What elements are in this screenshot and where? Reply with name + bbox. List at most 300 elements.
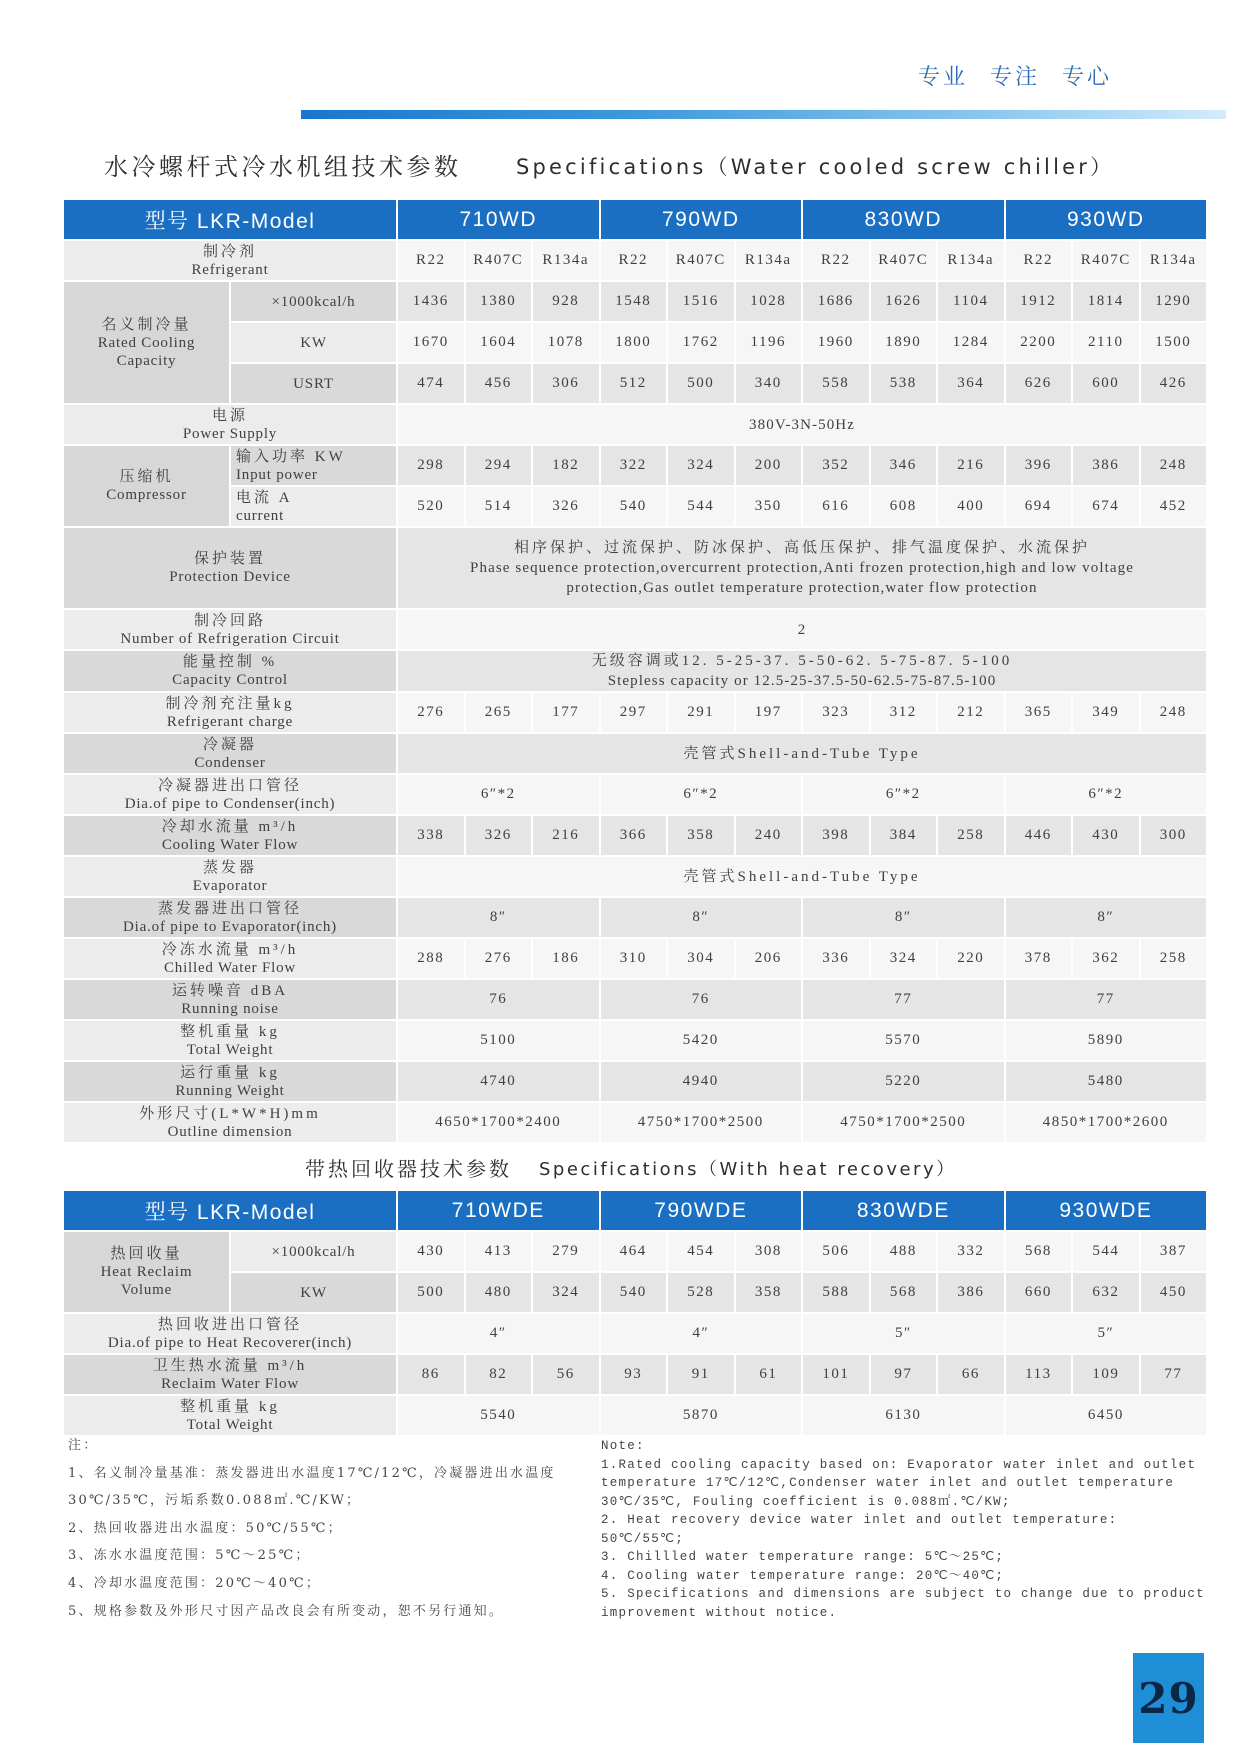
spec-value-all-models <box>397 733 1207 774</box>
row-label <box>63 692 397 733</box>
model-header: 790WD <box>600 199 803 240</box>
row-label-line: 冷冻水流量 m³/h <box>161 941 299 958</box>
row-label <box>63 404 397 445</box>
group-label-line: Compressor <box>106 487 187 503</box>
sub-label-line: ×1000kcal/h <box>271 293 356 310</box>
spec-row <box>63 486 1207 527</box>
spec-value: 177 <box>532 692 600 733</box>
spec-value-model: 6″*2 <box>397 774 600 815</box>
row-label-line: Protection Device <box>169 569 291 585</box>
row-label <box>63 774 397 815</box>
spec-row <box>63 1395 1207 1436</box>
spec-row <box>63 404 1207 445</box>
row-label <box>63 733 397 774</box>
spec-value: 512 <box>600 363 668 404</box>
note-item: 4、冷却水温度范围：20℃～40℃； <box>68 1575 322 1591</box>
spec-value: 1670 <box>397 322 465 363</box>
row-label <box>63 815 397 856</box>
sub-label <box>230 322 397 363</box>
spec-value-model: 77 <box>1005 979 1208 1020</box>
spec-row <box>63 1313 1207 1354</box>
spec-value: 632 <box>1072 1272 1140 1313</box>
spec-value: 1548 <box>600 281 668 322</box>
spec-value-model: 5″ <box>1005 1313 1208 1354</box>
spec-value: 454 <box>667 1231 735 1272</box>
row-label-line: Reclaim Water Flow <box>161 1375 299 1392</box>
spec-value: 362 <box>1072 938 1140 979</box>
spec-row <box>63 897 1207 938</box>
spec-value: 276 <box>465 938 533 979</box>
row-label-line: 运行重量 kg <box>180 1064 280 1081</box>
row-label <box>63 979 397 1020</box>
row-label-line: Dia.of pipe to Evaporator(inch) <box>123 918 337 935</box>
sub-label <box>230 445 397 486</box>
spec-value: R22 <box>600 240 668 281</box>
spec-value: 97 <box>870 1354 938 1395</box>
spec-value-model: 5″ <box>802 1313 1005 1354</box>
spec-value: 430 <box>397 1231 465 1272</box>
spec-value: 324 <box>870 938 938 979</box>
row-label <box>63 650 397 692</box>
row-label-line: Dia.of pipe to Condenser(inch) <box>124 795 336 812</box>
row-label-line: 蒸发器进出口管径 <box>158 900 303 917</box>
spec-value: 298 <box>397 445 465 486</box>
spec-value: 258 <box>937 815 1005 856</box>
spec-value: 279 <box>532 1231 600 1272</box>
note-item: 2. Heat recovery device water inlet and outlet temperature: 50℃/55℃; <box>601 1513 1118 1546</box>
spec-value-model: 6130 <box>802 1395 1005 1436</box>
note-item: 2、热回收器进出水温度：50℃/55℃； <box>68 1520 343 1536</box>
spec-value: 568 <box>870 1272 938 1313</box>
sub-label-line: Input power <box>236 466 318 483</box>
row-label-line: 制冷剂充注量kg <box>165 695 295 712</box>
row-label-line: Running noise <box>181 1000 279 1017</box>
spec-value-model: 4850*1700*2600 <box>1005 1102 1208 1143</box>
spec-value-model: 5100 <box>397 1020 600 1061</box>
spec-value: 626 <box>1005 363 1073 404</box>
spec-value: 1436 <box>397 281 465 322</box>
model-header-row <box>63 1190 1207 1231</box>
note-item: 1、名义制冷量基准：蒸发器进出水温度17℃/12℃，冷凝器进出水温度30℃/35℃，污垢系数0.088㎡.℃/KW； <box>68 1465 556 1509</box>
row-label-line: Total Weight <box>186 1416 274 1433</box>
spec-text-line: 无级容调或12. 5-25-37. 5-50-62. 5-75-87. 5-100 <box>591 653 1013 669</box>
spec-value-model: 4″ <box>397 1313 600 1354</box>
page-number-tab <box>1133 1653 1204 1743</box>
spec-value: 426 <box>1140 363 1208 404</box>
spec-value: 540 <box>600 486 668 527</box>
spec-value: 1686 <box>802 281 870 322</box>
spec-value-model: 77 <box>802 979 1005 1020</box>
spec-value: 113 <box>1005 1354 1073 1395</box>
spec-value: 197 <box>735 692 803 733</box>
spec-value: 928 <box>532 281 600 322</box>
group-label-line: Capacity <box>116 352 177 369</box>
spec-value-model: 6″*2 <box>1005 774 1208 815</box>
spec-value: 300 <box>1140 815 1208 856</box>
spec-value-model: 4940 <box>600 1061 803 1102</box>
spec-value-all-models <box>397 527 1207 609</box>
spec-value: 304 <box>667 938 735 979</box>
note-item: 4. Cooling water temperature range: 20℃～40℃; <box>601 1568 1005 1583</box>
notes-heading: 注： <box>68 1438 99 1453</box>
model-header: 710WDE <box>397 1190 600 1231</box>
spec-row <box>63 363 1207 404</box>
spec-value-model: 5540 <box>397 1395 600 1436</box>
spec-value: 358 <box>667 815 735 856</box>
spec-value: 506 <box>802 1231 870 1272</box>
spec-value: 1380 <box>465 281 533 322</box>
spec-value: 544 <box>1072 1231 1140 1272</box>
group-label-line: 压缩机 <box>119 469 174 485</box>
spec-value: 538 <box>870 363 938 404</box>
spec-value: 324 <box>667 445 735 486</box>
spec-value: R22 <box>802 240 870 281</box>
page-number: 29 <box>1138 1673 1199 1723</box>
spec-value: 387 <box>1140 1231 1208 1272</box>
spec-value: 1104 <box>937 281 1005 322</box>
row-label-line: 冷却水流量 m³/h <box>161 818 299 835</box>
row-label-line: Cooling Water Flow <box>161 836 299 853</box>
spec-value-all-models <box>397 856 1207 897</box>
spec-table-heat-recovery <box>62 1189 1208 1437</box>
spec-row <box>63 1272 1207 1313</box>
spec-text-line: 380V-3N-50Hz <box>749 416 855 433</box>
spec-value: 446 <box>1005 815 1073 856</box>
spec-value: 452 <box>1140 486 1208 527</box>
spec-value: 616 <box>802 486 870 527</box>
spec-row <box>63 445 1207 486</box>
spec-value: 500 <box>397 1272 465 1313</box>
spec-row <box>63 650 1207 692</box>
model-header: 930WD <box>1005 199 1208 240</box>
spec-value-model: 4740 <box>397 1061 600 1102</box>
spec-text-line: Phase sequence protection,overcurrent protection,Anti frozen protection,high and low voltage <box>470 560 1134 576</box>
spec-value: 544 <box>667 486 735 527</box>
group-label-line: 热回收量 <box>110 1246 183 1262</box>
spec-value: 352 <box>802 445 870 486</box>
spec-value-model: 76 <box>397 979 600 1020</box>
spec-value-model: 6″*2 <box>802 774 1005 815</box>
spec-value: 2200 <box>1005 322 1073 363</box>
spec-value: R134a <box>735 240 803 281</box>
spec-value: 364 <box>937 363 1005 404</box>
spec-value: 378 <box>1005 938 1073 979</box>
spec-value: R407C <box>870 240 938 281</box>
spec-value-all-models <box>397 650 1207 692</box>
row-label-line: 整机重量 kg <box>180 1023 280 1040</box>
spec-value: 1800 <box>600 322 668 363</box>
spec-value: 430 <box>1072 815 1140 856</box>
spec-table-main <box>62 198 1208 1144</box>
spec-value: 396 <box>1005 445 1073 486</box>
spec-row <box>63 938 1207 979</box>
spec-value-model: 6″*2 <box>600 774 803 815</box>
row-label <box>63 240 397 281</box>
row-label-line: 制冷剂 <box>203 243 258 260</box>
row-label-line: 冷凝器进出口管径 <box>158 777 303 794</box>
note-item: 3. Chillled water temperature range: 5℃～25℃; <box>601 1550 1005 1564</box>
model-header: 830WDE <box>802 1190 1005 1231</box>
row-label-line: Refrigerant <box>191 261 269 278</box>
spec-value-all-models <box>397 609 1207 650</box>
spec-value: 248 <box>1140 692 1208 733</box>
section-title-main-en: Specifications（Water cooled screw chiller） <box>516 155 1115 179</box>
note-item: 3、冻水水温度范围：5℃～25℃； <box>68 1548 311 1564</box>
spec-value: 332 <box>937 1231 1005 1272</box>
spec-value: 400 <box>937 486 1005 527</box>
spec-value: 600 <box>1072 363 1140 404</box>
spec-value: 276 <box>397 692 465 733</box>
spec-row <box>63 979 1207 1020</box>
spec-value: 1890 <box>870 322 938 363</box>
spec-value: 338 <box>397 815 465 856</box>
spec-value: R22 <box>397 240 465 281</box>
spec-value: 386 <box>937 1272 1005 1313</box>
row-label-line: Refrigerant charge <box>166 713 294 730</box>
group-label <box>63 1231 230 1313</box>
row-label-line: 卫生热水流量 m³/h <box>152 1357 308 1374</box>
spec-row <box>63 774 1207 815</box>
section-title-recovery-en: Specifications（With heat recovery） <box>539 1159 957 1180</box>
spec-value: 488 <box>870 1231 938 1272</box>
row-label <box>63 609 397 650</box>
spec-row <box>63 856 1207 897</box>
row-label <box>63 1102 397 1143</box>
row-label-line: Capacity Control <box>172 672 288 688</box>
spec-value: 297 <box>600 692 668 733</box>
row-label-line: 制冷回路 <box>194 612 267 629</box>
spec-value: 558 <box>802 363 870 404</box>
spec-value-model: 6450 <box>1005 1395 1208 1436</box>
spec-value: 86 <box>397 1354 465 1395</box>
row-label <box>63 1061 397 1102</box>
spec-value: 474 <box>397 363 465 404</box>
spec-value: 93 <box>600 1354 668 1395</box>
row-label <box>63 1313 397 1354</box>
row-label-line: Running Weight <box>175 1082 285 1099</box>
spec-row <box>63 1102 1207 1143</box>
spec-value-model: 5420 <box>600 1020 803 1061</box>
row-label-line: 蒸发器 <box>203 859 258 876</box>
spec-value: 212 <box>937 692 1005 733</box>
note-item: 1.Rated cooling capacity based on: Evaporator water inlet and outlet temperature 17℃/12℃,Condenser water inlet and outlet temperature 30℃/35℃, Fouling coefficient is 0.088㎡.℃/KW; <box>601 1457 1197 1509</box>
spec-value: 308 <box>735 1231 803 1272</box>
spec-value: 1626 <box>870 281 938 322</box>
spec-value: 312 <box>870 692 938 733</box>
row-label <box>63 856 397 897</box>
spec-value: 91 <box>667 1354 735 1395</box>
sub-label-line: KW <box>300 1284 327 1301</box>
row-label-line: 热回收进出口管径 <box>158 1316 303 1333</box>
row-label <box>63 1020 397 1061</box>
spec-value: 346 <box>870 445 938 486</box>
spec-value-model: 8″ <box>397 897 600 938</box>
spec-value: 288 <box>397 938 465 979</box>
notes-heading: Note: <box>601 1439 645 1453</box>
sub-label <box>230 363 397 404</box>
spec-value: 1912 <box>1005 281 1073 322</box>
spec-value: 514 <box>465 486 533 527</box>
spec-value: 324 <box>532 1272 600 1313</box>
spec-value: 322 <box>600 445 668 486</box>
spec-value-model: 76 <box>600 979 803 1020</box>
spec-value: 220 <box>937 938 1005 979</box>
spec-value-model: 8″ <box>600 897 803 938</box>
spec-value: R134a <box>937 240 1005 281</box>
spec-value-model: 4750*1700*2500 <box>802 1102 1005 1143</box>
header-gradient-bar <box>301 110 1226 119</box>
spec-value: 568 <box>1005 1231 1073 1272</box>
spec-text-line: 壳管式Shell-and-Tube Type <box>683 868 921 885</box>
spec-value: 109 <box>1072 1354 1140 1395</box>
row-label-line: Power Supply <box>182 425 278 442</box>
row-label-line: Number of Refrigeration Circuit <box>120 630 340 647</box>
spec-value: 1960 <box>802 322 870 363</box>
spec-value: 216 <box>532 815 600 856</box>
note-item: 5. Specifications and dimensions are subject to change due to product improvement without notice. <box>601 1587 1205 1620</box>
spec-value: 265 <box>465 692 533 733</box>
spec-value-model: 5570 <box>802 1020 1005 1061</box>
spec-value-model: 8″ <box>1005 897 1208 938</box>
spec-value: 450 <box>1140 1272 1208 1313</box>
spec-row <box>63 733 1207 774</box>
sub-label-line: 电流 A <box>236 489 293 506</box>
sub-label <box>230 281 397 322</box>
spec-value: 1604 <box>465 322 533 363</box>
spec-value-model: 5220 <box>802 1061 1005 1102</box>
spec-value: 413 <box>465 1231 533 1272</box>
row-label-line: 能量控制 % <box>182 654 278 670</box>
spec-value: 500 <box>667 363 735 404</box>
spec-value: 206 <box>735 938 803 979</box>
row-label-line: 外形尺寸(L*W*H)mm <box>139 1105 321 1122</box>
notes-chinese <box>68 1432 593 1625</box>
sub-label-line: ×1000kcal/h <box>271 1243 356 1260</box>
spec-value: 336 <box>802 938 870 979</box>
row-label-line: 运转噪音 dBA <box>171 982 289 999</box>
section-title-recovery-cn: 带热回收器技术参数 <box>305 1157 512 1181</box>
spec-value: 200 <box>735 445 803 486</box>
spec-value: 82 <box>465 1354 533 1395</box>
spec-value: R407C <box>667 240 735 281</box>
spec-row <box>63 240 1207 281</box>
spec-value: 384 <box>870 815 938 856</box>
spec-value: 77 <box>1140 1354 1208 1395</box>
spec-value: 350 <box>735 486 803 527</box>
spec-value: 528 <box>667 1272 735 1313</box>
spec-value: 588 <box>802 1272 870 1313</box>
spec-value: 240 <box>735 815 803 856</box>
spec-value-model: 5870 <box>600 1395 803 1436</box>
spec-value: 540 <box>600 1272 668 1313</box>
spec-value: 216 <box>937 445 1005 486</box>
row-label <box>63 1395 397 1436</box>
sub-label-line: 输入功率 KW <box>236 448 346 465</box>
spec-value: 660 <box>1005 1272 1073 1313</box>
row-label <box>63 938 397 979</box>
spec-value: 2110 <box>1072 322 1140 363</box>
spec-row <box>63 1061 1207 1102</box>
spec-value-model: 4750*1700*2500 <box>600 1102 803 1143</box>
spec-value: 66 <box>937 1354 1005 1395</box>
spec-value: 56 <box>532 1354 600 1395</box>
model-header: 930WDE <box>1005 1190 1208 1231</box>
spec-value: R22 <box>1005 240 1073 281</box>
spec-value: 291 <box>667 692 735 733</box>
model-label: 型号 LKR-Model <box>63 199 397 240</box>
spec-value: 398 <box>802 815 870 856</box>
row-label-line: 冷凝器 <box>203 736 258 753</box>
note-item: 5、规格参数及外形尺寸因产品改良会有所变动，恕不另行通知。 <box>68 1603 505 1619</box>
spec-value: 386 <box>1072 445 1140 486</box>
spec-value: 366 <box>600 815 668 856</box>
spec-row <box>63 1231 1207 1272</box>
row-label-line: 保护装置 <box>194 551 267 567</box>
spec-value: 464 <box>600 1231 668 1272</box>
spec-value: 365 <box>1005 692 1073 733</box>
row-label-line: Chilled Water Flow <box>163 959 297 976</box>
spec-value-model: 5890 <box>1005 1020 1208 1061</box>
spec-value: 520 <box>397 486 465 527</box>
row-label-line: Condenser <box>194 754 266 771</box>
spec-text-line: 2 <box>797 621 807 638</box>
model-header: 830WD <box>802 199 1005 240</box>
spec-value: 182 <box>532 445 600 486</box>
model-header: 710WD <box>397 199 600 240</box>
spec-value: 1196 <box>735 322 803 363</box>
spec-value: 1516 <box>667 281 735 322</box>
spec-value: 101 <box>802 1354 870 1395</box>
spec-value: 694 <box>1005 486 1073 527</box>
spec-value-model: 5480 <box>1005 1061 1208 1102</box>
spec-row <box>63 322 1207 363</box>
spec-row <box>63 1354 1207 1395</box>
group-label-line: Heat Reclaim <box>100 1264 193 1280</box>
group-label-line: 名义制冷量 <box>101 316 192 333</box>
group-label-line: Rated Cooling <box>97 334 196 351</box>
spec-value: 1078 <box>532 322 600 363</box>
spec-row <box>63 527 1207 609</box>
row-label-line: Total Weight <box>186 1041 274 1058</box>
spec-value: 1028 <box>735 281 803 322</box>
spec-value: 310 <box>600 938 668 979</box>
row-label-line: Evaporator <box>192 877 268 894</box>
row-label-line: 电源 <box>212 407 249 424</box>
notes-english <box>601 1437 1206 1622</box>
spec-value: 248 <box>1140 445 1208 486</box>
sub-label-line: KW <box>300 334 327 351</box>
spec-value: 674 <box>1072 486 1140 527</box>
spec-value: 480 <box>465 1272 533 1313</box>
spec-value: R407C <box>1072 240 1140 281</box>
spec-value: 294 <box>465 445 533 486</box>
row-label <box>63 897 397 938</box>
row-label-line: Outline dimension <box>167 1123 293 1140</box>
model-header: 790WDE <box>600 1190 803 1231</box>
spec-value-model: 4650*1700*2400 <box>397 1102 600 1143</box>
group-label <box>63 445 230 527</box>
spec-value-model: 8″ <box>802 897 1005 938</box>
group-label-line: Volume <box>120 1282 173 1298</box>
spec-value: 349 <box>1072 692 1140 733</box>
spec-value: 1814 <box>1072 281 1140 322</box>
spec-row <box>63 609 1207 650</box>
spec-value: 186 <box>532 938 600 979</box>
sub-label <box>230 486 397 527</box>
spec-text-line: Stepless capacity or 12.5-25-37.5-50-62.5-75-87.5-100 <box>607 673 997 689</box>
row-label-line: Dia.of pipe to Heat Recoverer(inch) <box>107 1334 353 1351</box>
spec-row <box>63 1020 1207 1061</box>
